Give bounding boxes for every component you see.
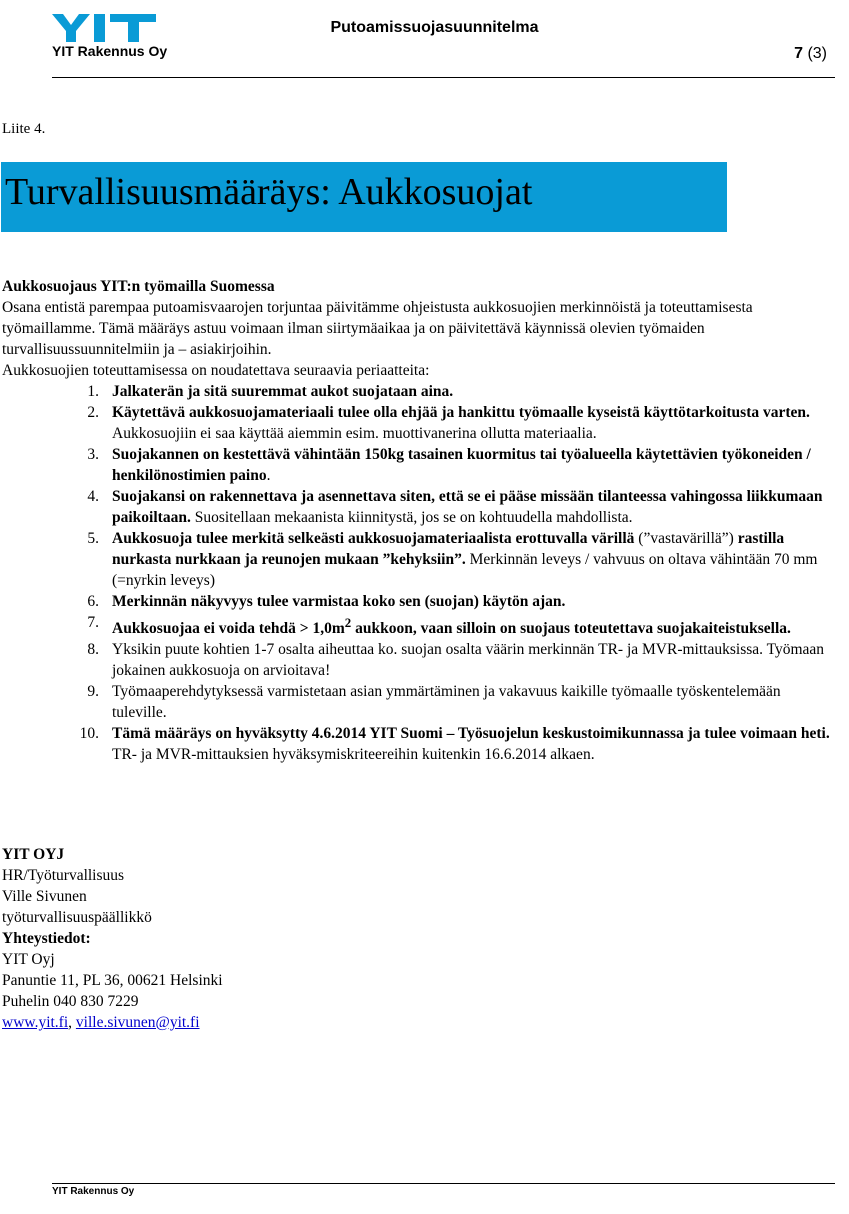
- list-item: [2, 444, 842, 486]
- page-total: (3): [807, 45, 827, 62]
- rule-number: 2.: [87, 404, 99, 421]
- website-link[interactable]: www.yit.fi: [2, 1014, 69, 1031]
- rule-text: Merkinnän leveys / vahvuus on oltava vähintään 70 mm (=nyrkin leveys): [112, 551, 818, 589]
- page-current: 7: [794, 45, 803, 62]
- signature-role: työturvallisuuspäällikkö: [2, 909, 152, 926]
- contact-links: [2, 1012, 223, 1033]
- list-item: [2, 639, 842, 681]
- rule-number: 9.: [87, 683, 99, 701]
- rule-number: 10.: [79, 725, 99, 743]
- rule-bold-text: Aukkosuoja tulee merkitä selkeästi aukkosuojamateriaalista erottuvalla värillä: [112, 530, 635, 547]
- rule-bold-text: aukkoon, vaan silloin on suojaus toteutettava suojakaiteistuksella.: [351, 620, 791, 638]
- rule-number: 1.: [87, 383, 99, 400]
- document-title: Putoamissuojasuunnitelma: [330, 19, 539, 36]
- main-content: [2, 276, 842, 765]
- contact-heading: Yhteystiedot:: [2, 930, 91, 947]
- list-item: [2, 612, 842, 639]
- rule-bold-text: Merkinnän näkyvyys tulee varmistaa koko sen (suojan) käytön ajan.: [112, 593, 566, 610]
- title-banner: [1, 162, 727, 232]
- rule-bold-text: rastilla nurkasta nurkkaan ja reunojen mukaan ”kehyksiin”.: [112, 530, 785, 568]
- signature-dept: HR/Työturvallisuus: [2, 867, 125, 884]
- rule-text: .: [266, 467, 271, 484]
- rule-text: Aukkosuojiin ei saa käyttää aiemmin esim. muottivanerina ollutta materiaalia.: [112, 425, 597, 442]
- list-item: [2, 591, 842, 612]
- rule-number: 8.: [87, 641, 99, 659]
- rule-number: 7.: [87, 614, 99, 631]
- contact-company: YIT Oyj: [2, 951, 55, 968]
- rule-bold-text: Käytettävä aukkosuojamateriaali tulee olla ehjää ja hankittu työmaalle kyseistä käyttötarkoitusta varten.: [112, 404, 810, 421]
- signature-block: [2, 844, 223, 1033]
- list-item: [2, 402, 842, 444]
- contact-phone: Puhelin 040 830 7229: [2, 993, 139, 1010]
- rule-text: Suositellaan mekaanista kiinnitystä, jos se on kohtuudella mahdollista.: [190, 509, 633, 526]
- list-item: [2, 381, 842, 402]
- rule-bold-text: Jalkaterän ja sitä suuremmat aukot suojataan aina.: [112, 383, 454, 400]
- intro-paragraph: Osana entistä parempaa putoamisvaarojen torjuntaa päivitämme ohjeistusta aukkosuojien merkinnöistä ja toteuttamisesta työmaillamme. Tämä määräys astuu voimaan ilman siirtymäaikaa ja on päivitettävä käynnissä olevien työmaiden turvallisuussuunnitelmiin ja – asiakirjoihin.: [2, 299, 753, 358]
- rule-bold-text: Suojakannen on kestettävä vähintään 150kg tasainen kuormitus tai työalueella käytettävien työkoneiden / henkilönostimien paino: [112, 446, 811, 484]
- signature-name: Ville Sivunen: [2, 888, 87, 905]
- list-item: [2, 681, 834, 723]
- rule-bold-text: Suojakansi on rakennettava ja asennettava siten, että se ei pääse missään tilanteessa vahingossa liikkumaan paikoiltaan.: [112, 488, 823, 526]
- header-divider: [52, 77, 835, 78]
- footer-divider: [52, 1183, 835, 1184]
- rules-list: [2, 381, 842, 765]
- page-number: [794, 45, 827, 63]
- list-item: [2, 486, 842, 528]
- principles-intro: Aukkosuojien toteuttamisessa on noudatettava seuraavia periaatteita:: [2, 362, 430, 379]
- section-title: Aukkosuojaus YIT:n työmailla Suomessa: [2, 278, 275, 295]
- rule-number: 6.: [87, 593, 99, 610]
- header-company-name: YIT Rakennus Oy: [52, 43, 168, 59]
- footer-company-name: YIT Rakennus Oy: [52, 1186, 135, 1197]
- rule-bold-text: Tämä määräys on hyväksytty 4.6.2014 YIT Suomi – Työsuojelun keskustoimikunnassa ja tulee voimaan heti.: [112, 725, 830, 743]
- rule-text: Työmaaperehdytyksessä varmistetaan asian ymmärtäminen ja vakavuus kaikille työmaalle työskentelemään tuleville.: [112, 683, 781, 722]
- rule-text: (”vastavärillä”): [634, 530, 738, 547]
- rule-number: 3.: [87, 446, 99, 463]
- email-link[interactable]: ville.sivunen@yit.fi: [75, 1014, 200, 1031]
- rule-superscript: 2: [344, 615, 352, 630]
- banner-title: Turvallisuusmääräys: Aukkosuojat: [5, 171, 533, 213]
- appendix-label: Liite 4.: [2, 121, 46, 137]
- rule-number: 5.: [87, 530, 99, 547]
- link-separator: ,: [68, 1014, 73, 1031]
- rule-text: Yksikin puute kohtien 1-7 osalta aiheuttaa ko. suojan osalta väärin merkinnän TR- ja MVR-mittauksissa. Työmaan jokainen aukkosuoja on arvioitava!: [112, 641, 825, 680]
- signature-org: YIT OYJ: [2, 846, 65, 863]
- rule-number: 4.: [87, 488, 99, 505]
- contact-address: Panuntie 11, PL 36, 00621 Helsinki: [2, 972, 223, 989]
- rule-bold-text: Aukkosuojaa ei voida tehdä > 1,0m: [112, 620, 345, 638]
- list-item: [2, 528, 842, 591]
- list-item: [2, 723, 842, 765]
- rule-text: TR- ja MVR-mittauksien hyväksymiskriteereihin kuitenkin 16.6.2014 alkaen.: [112, 746, 595, 764]
